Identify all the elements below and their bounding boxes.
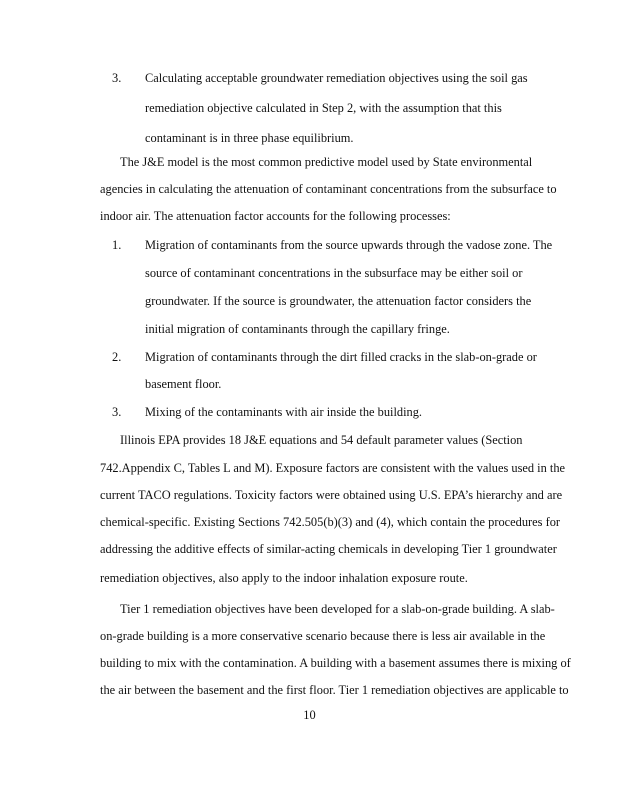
text-line: basement floor.: [145, 377, 222, 391]
text-line: The J&E model is the most common predictive model used by State environmental: [120, 155, 533, 169]
text-line: chemical-specific. Existing Sections 742.505(b)(3) and (4), which contain the procedures for: [100, 515, 561, 529]
text-line: remediation objectives, also apply to the indoor inhalation exposure route.: [100, 571, 468, 585]
text-line: Illinois EPA provides 18 J&E equations and 54 default parameter values (Section: [120, 433, 523, 447]
text-line: contaminant is in three phase equilibrium.: [145, 131, 354, 145]
text-line: remediation objective calculated in Step 2, with the assumption that this: [145, 101, 502, 115]
text-line: Migration of contaminants from the source upwards through the vadose zone. The: [145, 238, 553, 252]
text-line: indoor air. The attenuation factor accounts for the following processes:: [100, 209, 451, 223]
text-line: building to mix with the contamination. A building with a basement assumes there is mixing of: [100, 656, 571, 670]
text-line: Tier 1 remediation objectives have been developed for a slab-on-grade building. A slab-: [120, 602, 555, 616]
page-number: 10: [303, 708, 316, 722]
text-line: the air between the basement and the first floor. Tier 1 remediation objectives are applicable to: [100, 683, 569, 697]
text-line: Calculating acceptable groundwater remediation objectives using the soil gas: [145, 71, 528, 85]
text-line: agencies in calculating the attenuation of contaminant concentrations from the subsurface to: [100, 182, 557, 196]
list-number: 3.: [112, 71, 122, 85]
text-line: on-grade building is a more conservative scenario because there is less air available in the: [100, 629, 546, 643]
text-line: Migration of contaminants through the dirt filled cracks in the slab-on-grade or: [145, 350, 537, 364]
list-number: 3.: [112, 405, 122, 419]
text-line: addressing the additive effects of similar-acting chemicals in developing Tier 1 groundwater: [100, 542, 557, 556]
list-number: 1.: [112, 238, 122, 252]
text-line: current TACO regulations. Toxicity factors were obtained using U.S. EPA’s hierarchy and are: [100, 488, 563, 502]
text-line: 742.Appendix C, Tables L and M). Exposure factors are consistent with the values used in the: [100, 461, 566, 475]
list-number: 2.: [112, 350, 122, 364]
text-line: initial migration of contaminants through the capillary fringe.: [145, 322, 450, 336]
text-line: Mixing of the contaminants with air inside the building.: [145, 405, 423, 419]
text-line: source of contaminant concentrations in the subsurface may be either soil or: [145, 266, 523, 280]
text-line: groundwater. If the source is groundwater, the attenuation factor considers the: [145, 294, 532, 308]
